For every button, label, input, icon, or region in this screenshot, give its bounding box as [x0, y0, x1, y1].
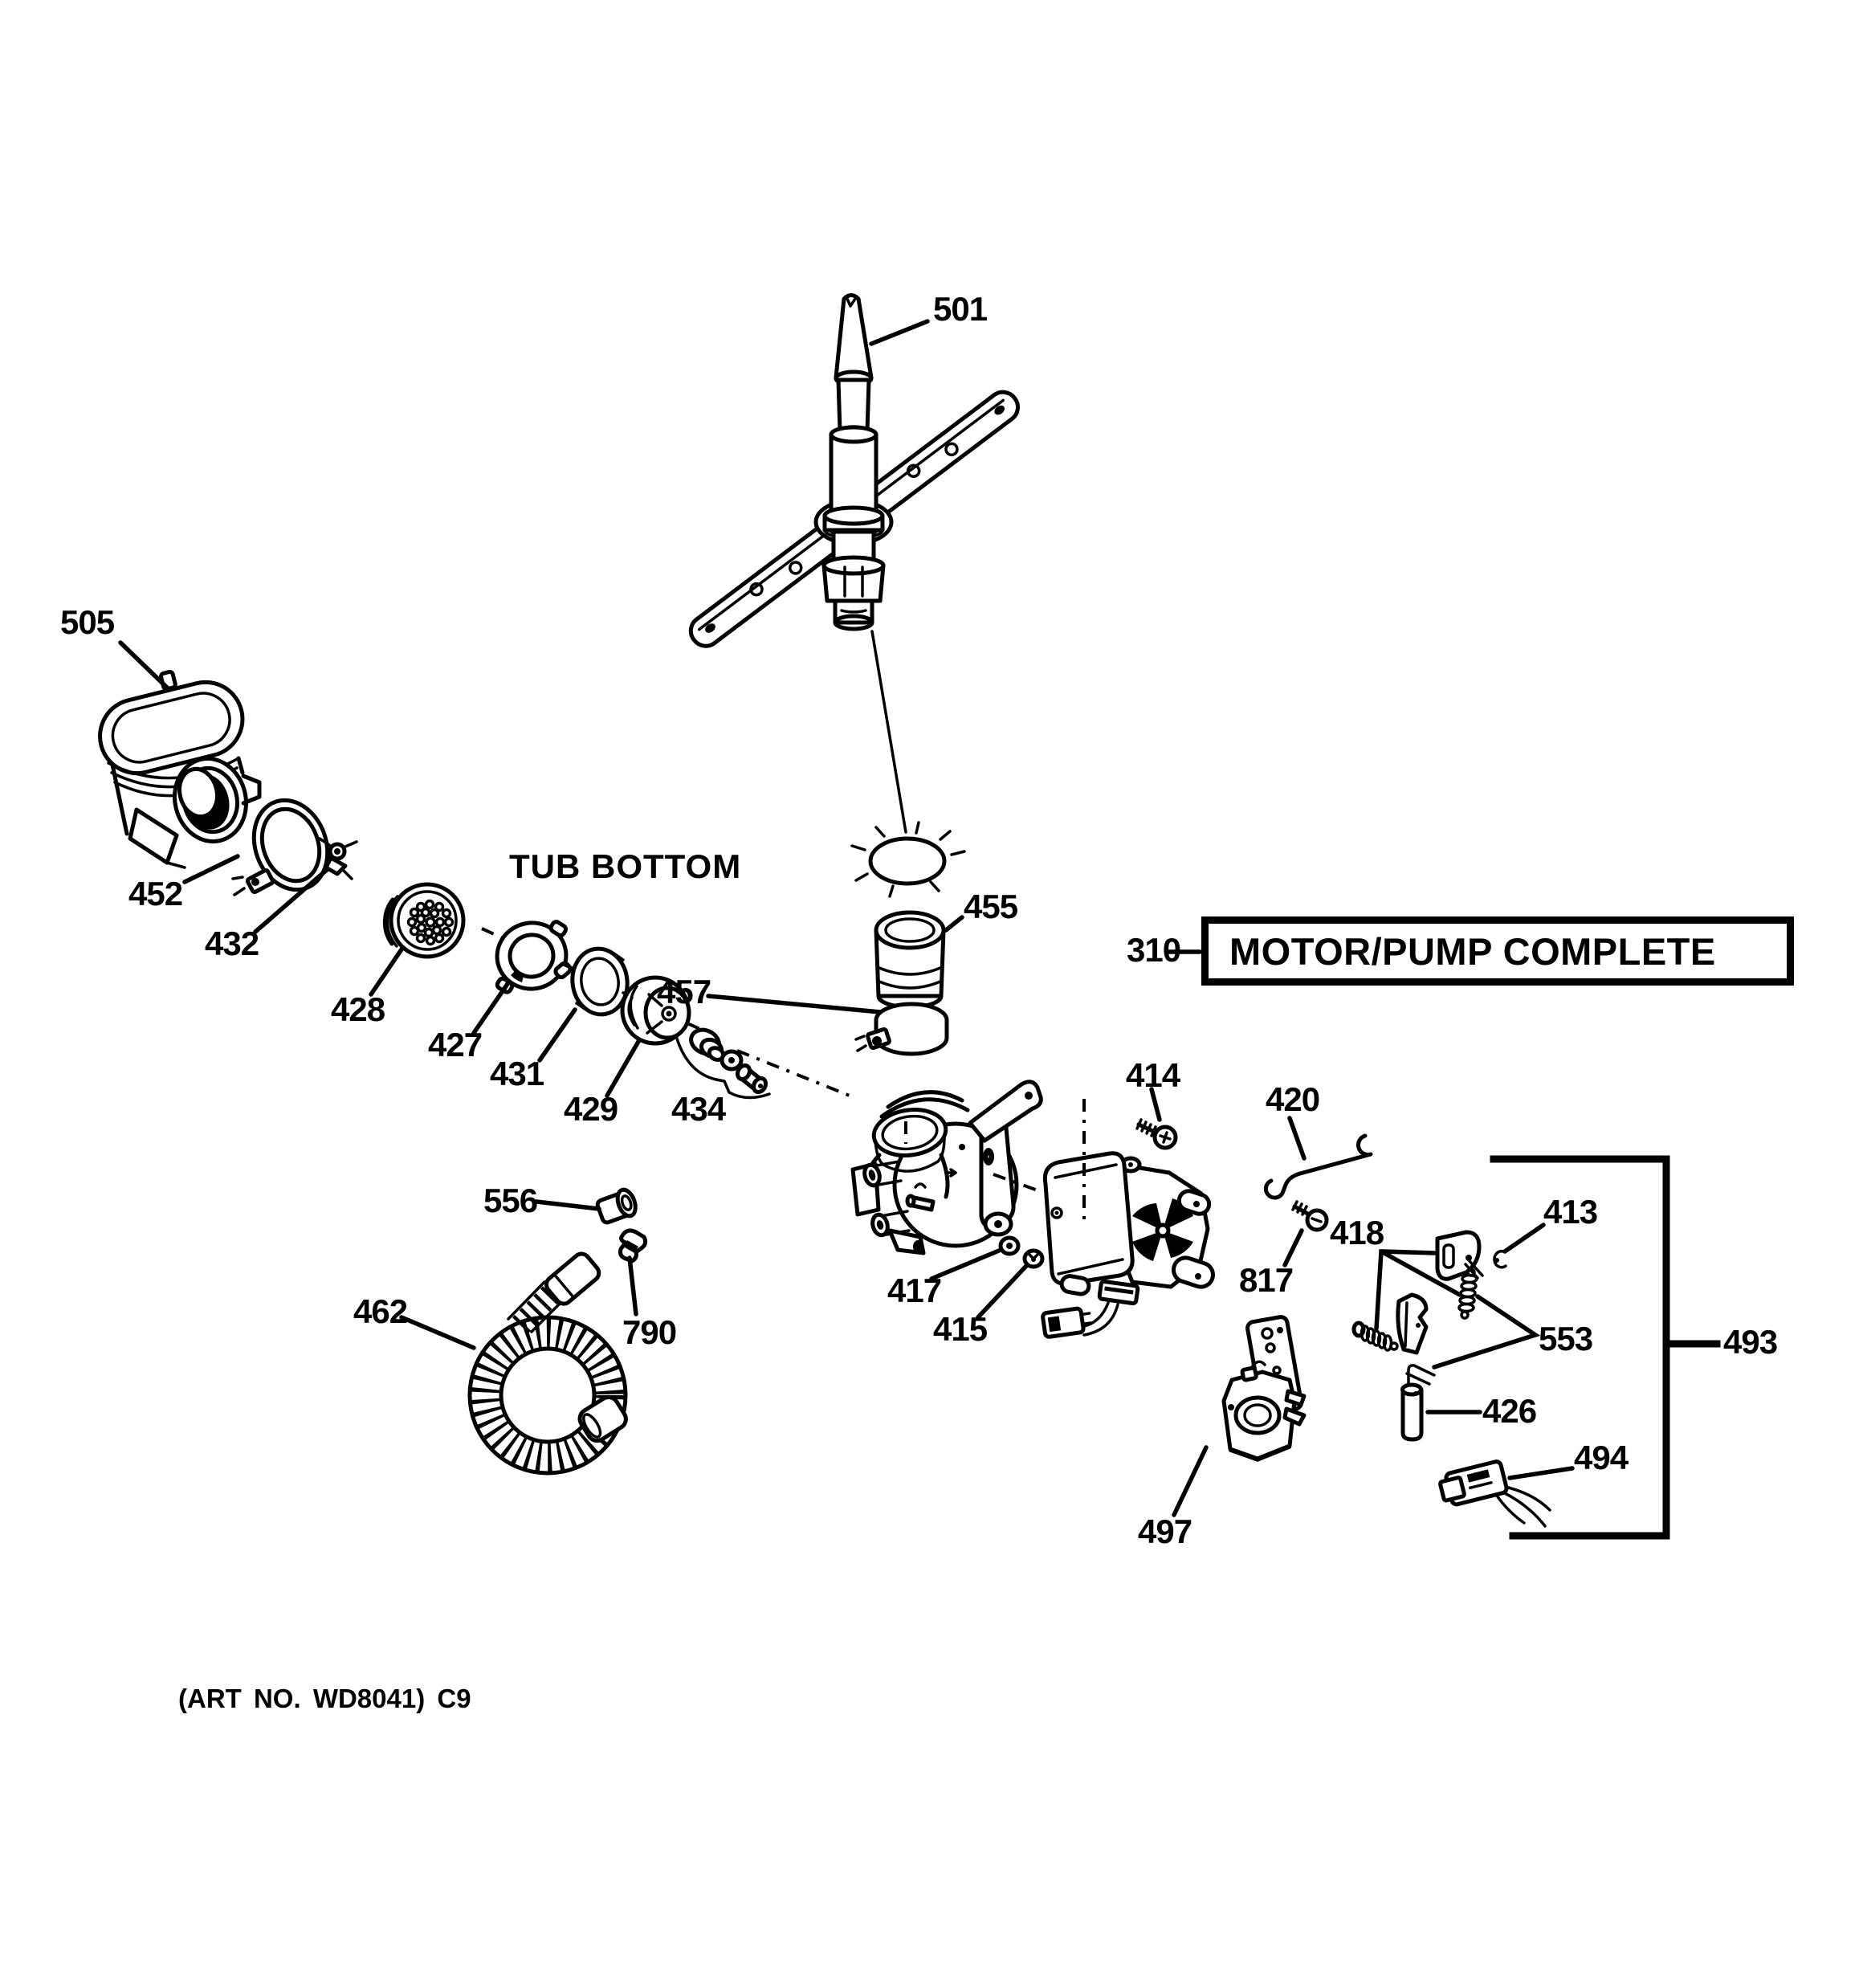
part-label-413: 413 — [1543, 1193, 1598, 1231]
part-label-505: 505 — [60, 603, 115, 641]
part-label-418: 418 — [1330, 1214, 1384, 1251]
latch-lever — [1398, 1295, 1426, 1353]
part-label-455: 455 — [964, 888, 1018, 925]
part-label-310: 310 — [1127, 931, 1181, 969]
part-label-427: 427 — [428, 1026, 483, 1063]
part-label-420: 420 — [1266, 1080, 1320, 1118]
filter-plate-428 — [385, 884, 463, 957]
part-label-431: 431 — [490, 1055, 544, 1092]
motor-assembly — [1042, 1153, 1216, 1337]
tower-axis-line — [872, 631, 906, 832]
part-label-417: 417 — [887, 1272, 942, 1309]
washer-417 — [1001, 1238, 1018, 1254]
part-label-462: 462 — [353, 1292, 408, 1330]
part-label-452: 452 — [128, 875, 183, 912]
hose-clip-790 — [621, 1231, 646, 1261]
pump-housing — [853, 1082, 1041, 1253]
inlet-housing-505 — [88, 657, 259, 867]
gasket-seal — [852, 823, 964, 896]
seal-kit-434 — [676, 1026, 769, 1098]
pin-426 — [1403, 1365, 1435, 1439]
art-number-text: (ART NO. WD8041) C9 — [178, 1684, 471, 1713]
part-label-414: 414 — [1126, 1056, 1180, 1094]
part-label-501: 501 — [933, 290, 988, 328]
part-label-790: 790 — [622, 1313, 677, 1351]
seal-ring-427 — [486, 916, 577, 995]
part-label-426: 426 — [1482, 1392, 1537, 1430]
tub-bottom-heading: TUB BOTTOM — [509, 847, 742, 885]
part-label-494: 494 — [1574, 1439, 1629, 1476]
connector-494 — [1438, 1460, 1550, 1526]
part-label-556: 556 — [483, 1182, 538, 1219]
spray-arm-501 — [685, 296, 1024, 652]
part-label-497: 497 — [1138, 1512, 1192, 1550]
wire-link-420 — [1266, 1136, 1371, 1198]
clip-413 — [1494, 1251, 1506, 1268]
screw-414 — [1137, 1120, 1176, 1148]
part-label-457: 457 — [657, 973, 711, 1010]
bushing-556 — [596, 1187, 639, 1225]
motor-pump-complete-label: MOTOR/PUMP COMPLETE — [1229, 929, 1716, 973]
part-label-434: 434 — [671, 1090, 726, 1128]
motor-wire-connector — [1042, 1307, 1092, 1337]
part-label-429: 429 — [564, 1090, 618, 1128]
part-label-493: 493 — [1723, 1323, 1778, 1361]
part-label-428: 428 — [331, 990, 385, 1028]
part-label-553: 553 — [1539, 1320, 1593, 1357]
screw-817 — [1293, 1202, 1327, 1230]
clamp-452 — [233, 790, 340, 900]
part-label-817: 817 — [1239, 1261, 1294, 1299]
part-label-415: 415 — [933, 1310, 988, 1348]
drain-hose-462 — [470, 1251, 630, 1473]
bracket-493 — [1494, 1159, 1717, 1536]
part-label-432: 432 — [205, 925, 259, 962]
coupling-455 — [876, 912, 944, 1007]
motor-pump-complete-box — [1201, 916, 1794, 986]
solenoid-497 — [1224, 1316, 1304, 1460]
